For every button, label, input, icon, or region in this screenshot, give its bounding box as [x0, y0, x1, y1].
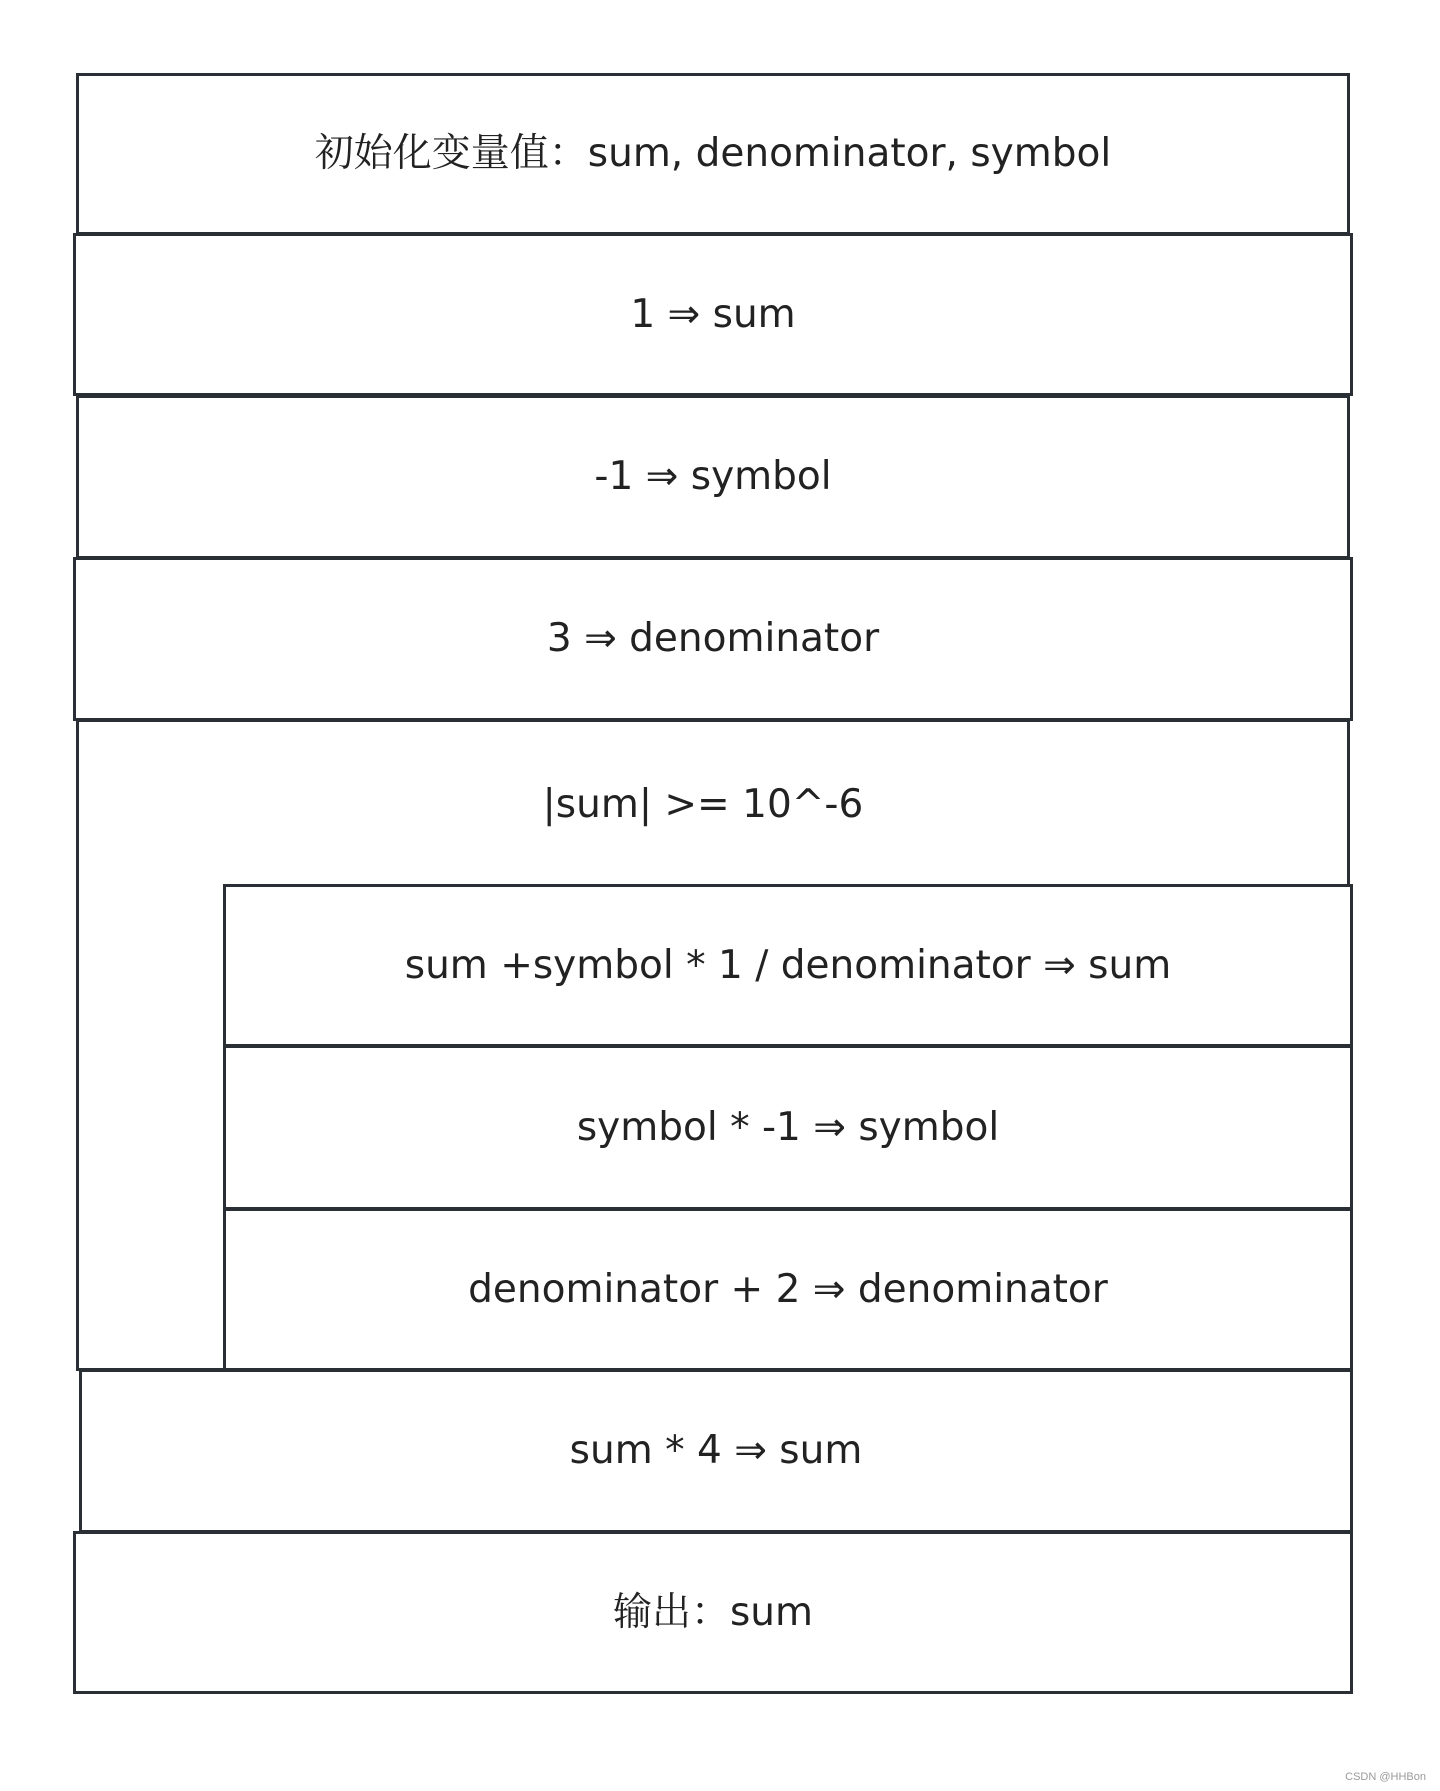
loop-body-step-2-box: [223, 1045, 1353, 1210]
step-set-symbol-text: -1 ⇒ symbol: [594, 454, 832, 499]
step-set-denominator-text: 3 ⇒ denominator: [546, 616, 880, 661]
step-output-box: [73, 1531, 1353, 1694]
step-multiply-text: sum * 4 ⇒ sum: [569, 1428, 863, 1473]
loop-body-step-1-box: [223, 884, 1353, 1047]
step-set-symbol-box: [76, 395, 1350, 559]
loop-body-step-3-box: [223, 1208, 1353, 1371]
loop-body-step-1-text: sum +symbol * 1 / denominator ⇒ sum: [404, 942, 1172, 988]
watermark-text: CSDN @HHBon: [1345, 1771, 1426, 1783]
step-init-text: 初始化变量值：sum, denominator, symbol: [314, 131, 1112, 176]
loop-body-step-2-text: symbol * -1 ⇒ symbol: [576, 1104, 1000, 1150]
step-set-sum-text: 1 ⇒ sum: [630, 291, 796, 337]
step-multiply-box: [79, 1369, 1353, 1533]
step-set-denominator-box: [73, 557, 1353, 721]
step-init-box: [76, 73, 1350, 235]
loop-condition-text: |sum| >= 10^-6: [542, 782, 864, 827]
step-output-text: 输出：sum: [612, 1589, 814, 1635]
step-set-sum-box: [73, 233, 1353, 396]
loop-body-step-3-text: denominator + 2 ⇒ denominator: [468, 1266, 1108, 1312]
